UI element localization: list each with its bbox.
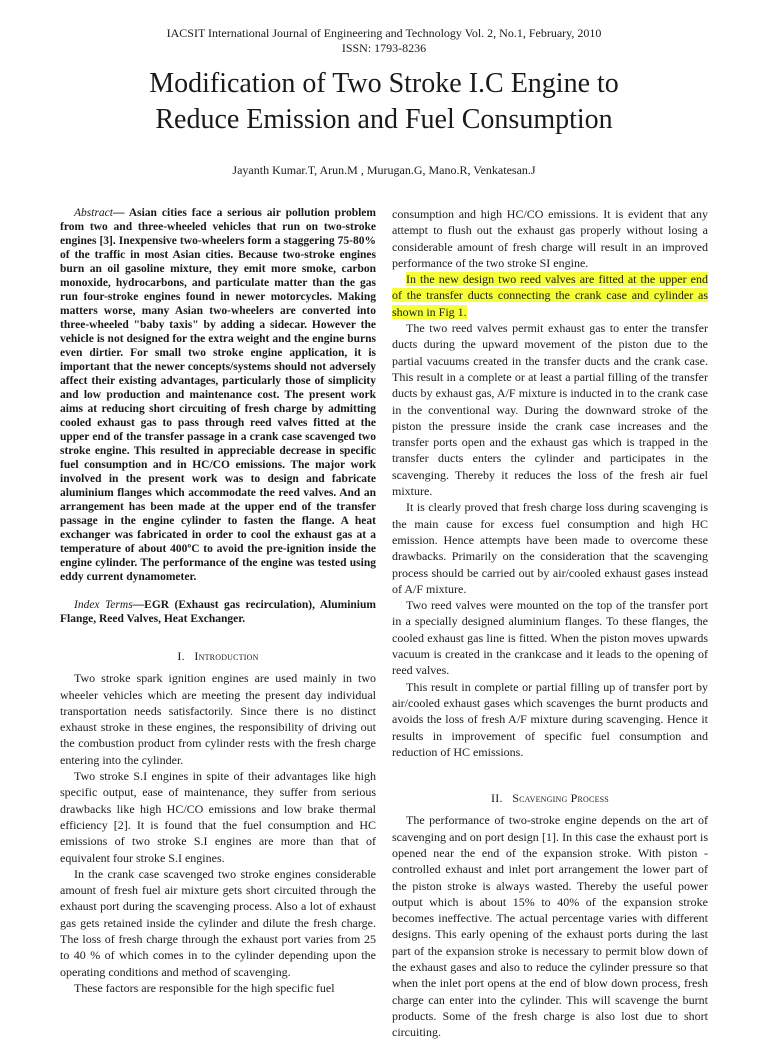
issn-line: ISSN: 1793-8236 xyxy=(341,41,427,55)
left-column xyxy=(60,206,376,996)
intro-paragraph-1: Two stroke spark ignition engines are used mainly in two wheeler vehicles which are meeting the present day individual transportation needs satisfactorily. Since there is no distinct exhaust stroke in these engines, the responsibility of driving out the combustion product from cylinder rests with the fresh charge entering into the cylinder. xyxy=(60,671,376,767)
index-terms xyxy=(60,598,376,626)
index-terms-label: Index Terms xyxy=(74,599,133,611)
highlighted-paragraph xyxy=(392,271,708,320)
abstract-text: — Asian cities face a serious air pollution problem from two and three-wheeled vehicles that run on two-stroke engines [3]. Inexpensive two-wheelers form a staggering 75-80% of the traffic in most Asian cities. Because two-stroke engines burn an oil gasoline mixture, they emit more smoke, carbon monoxide, hydrocarbons, and particulate matter than the gas run four-stroke engines found in newer motorcycles. Making matters worse, many Asian two-wheelers are converted into three-wheeled "baby taxis" by adding a sidecar. However the vehicle is not designed for the extra weight and the engine burns even dirtier. For small two stroke engine application, it is important that the newer concepts/systems should not adversely affect their existing advantages, particularly those of simplicity and low production and maintenance cost. The present work aims at reducing short circuiting of fresh charge by admitting cooled exhaust gas to pass through reed valves fitted at the upper end of the transfer passage in a crank case scavenged two stroke engine. This resulted in appreciable decrease in specific fuel consumption and in HC/CO emissions. The major work involved in the present work was to design and fabricate aluminium flanges which accommodate the reed valves. And an arrangement has been made at the upper end of the transfer passage in the engine cylinder to fasten the flange. A heat exchanger was fabricated in order to cool the exhaust gas at a temperature of about 400ºC to avoid the pre-ignition inside the engine cylinder. The performance of the engine was tested using eddy current dynamometer. xyxy=(60,207,376,583)
intro-paragraph-3: In the crank case scavenged two stroke engines considerable amount of fresh fuel air mixture gets short circuited through the exhaust port during the scavenging process. Also a lot of exhaust gas gets retained inside the cylinder and dilute the fresh charge. The loss of fresh charge through the exhaust port varies from 25 to 40 % of which comes in to the cylinder depending upon the operating conditions and method of scavenging. xyxy=(60,866,376,979)
abstract xyxy=(60,206,376,584)
section-title: Scavenging Process xyxy=(512,791,609,806)
abstract-label: Abstract xyxy=(74,207,113,219)
right-column xyxy=(392,206,708,1041)
intro-paragraph-2: Two stroke S.I engines in spite of their advantages like high specific output, ease of maintenance, they suffer from serious drawbacks like high HC/CO emissions and low brake thermal efficiency [2]. It is found that the fuel consumption and HC emissions of two stroke S.I engines are more than that of equivalent four stroke S.I engines. xyxy=(60,769,376,865)
scavenging-paragraph-1: The performance of two-stroke engine depends on the art of scavenging and on port design [1]. In this case the exhaust port is opened near the end of the expansion stroke. With piston - controlled exhaust and inlet port arrangement the lower part of the piston stroke is always wasted. Thereby the useful power output which is about 15% to 40% of the expansion stroke becomes ineffective. The actual percentage varies with different designs. This early opening of the exhaust ports during the last part of the expansion stroke is necessary to permit blow down of the exhaust gases and also to reduce the cylinder pressure so that when the inlet port opens at the end of blow down process, fresh charge can enter into the cylinder. This will scavenge the burnt products. Some of the fresh charge is also lost due to short circuiting. xyxy=(392,813,708,1040)
section-title: Introduction xyxy=(194,649,259,663)
author-list: Jayanth Kumar.T, Arun.M , Murugan.G, Mano.R, Venkatesan.J xyxy=(232,163,536,177)
highlighted-text: In the new design two reed valves are fitted at the upper end of the transfer ducts connecting the crank case and cylinder as shown in Fig 1. xyxy=(392,272,708,319)
section-number: II. xyxy=(491,791,503,806)
index-terms-text: —EGR (Exhaust gas recirculation), Aluminium Flange, Reed Valves, Heat Exchanger. xyxy=(60,599,376,625)
section-heading-scavenging xyxy=(392,790,708,806)
continuation-paragraph: consumption and high HC/CO emissions. It is evident that any attempt to flush out the exhaust gas properly without losing a considerable amount of fresh charge will result in an improved performance of the two stroke SI engine. xyxy=(392,207,708,270)
journal-header: IACSIT International Journal of Engineering and Technology Vol. 2, No.1, February, 2010 xyxy=(166,26,602,40)
title-line-2: Reduce Emission and Fuel Consumption xyxy=(155,104,613,135)
paper-title xyxy=(60,66,708,138)
reed-valve-paragraph-3: Two reed valves were mounted on the top of the transfer port in a specially designed aluminium flanges. To these flanges, the cooled exhaust gas line is fitted. When the piston moves upwards vacuum is created in the crankcase and it leads to the opening of reed valves. xyxy=(392,598,708,678)
reed-valve-paragraph-2: It is clearly proved that fresh charge loss during scavenging is the main cause for excess fuel consumption and high HC emission. Hence attempts have been made to overcome these drawbacks. Primarily on the consideration that the scavenging process should be carried out by air/cooled exhaust gases instead of A/F mixture. xyxy=(392,500,708,596)
reed-valve-paragraph-1: The two reed valves permit exhaust gas to enter the transfer ducts during the upward movement of the piston due to the partial vacuums created in the transfer ducts and the crank case. This result in a complete or at least a partial filling of the transfer ducts by exhaust gas, A/F mixture is inducted in to the crank case in the conventional way. During the downward stroke of the piston the pressure inside the crank case increases and the transfer ports open and the exhaust gas which is trapped in the transfer ducts enters the cylinder and participates in the scavenging. Thereby it reduces the loss of the fresh air fuel mixture. xyxy=(392,321,708,499)
section-number: I. xyxy=(177,649,185,663)
reed-valve-paragraph-4: This result in complete or partial filling up of transfer port by air/cooled exhaust gases which scavenges the burnt products and avoids the loss of fresh A/F mixture during scavenging. Hence it results in improvement of specific fuel consumption and reduction of HC emissions. xyxy=(392,679,708,759)
intro-paragraph-4: These factors are responsible for the high specific fuel xyxy=(74,980,335,995)
title-line-1: Modification of Two Stroke I.C Engine to xyxy=(149,68,619,99)
section-heading-introduction xyxy=(60,648,376,664)
